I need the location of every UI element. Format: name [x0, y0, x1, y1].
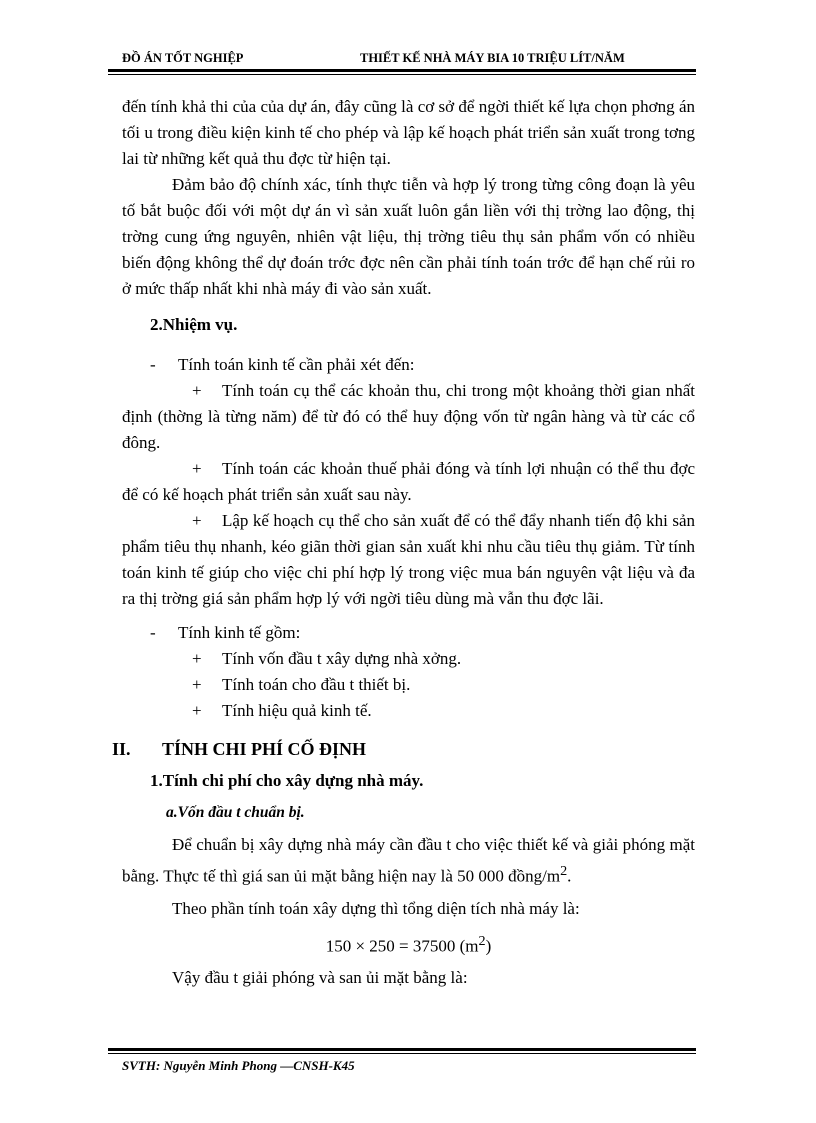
section-heading [112, 736, 695, 762]
plus-marker: + [192, 381, 202, 400]
header-right-title: THIẾT KẾ NHÀ MÁY BIA 10 TRIỆU LÍT/NĂM [360, 51, 625, 65]
header-rule-thin [108, 74, 696, 75]
paragraph-3-end: . [567, 866, 572, 886]
dash-item-text: Tính kinh tế gồm: [178, 623, 301, 642]
plus-item [122, 672, 695, 698]
paragraph-1: đến tính khả thi của của dự án, đây cũng là cơ sở để ngời thiết kế lựa chọn phơng án tối u trong điều kiện kinh tế cho phép và lập kế hoạch phát triển sản xuất trong tơng lai từ những kết quả thu đợc từ hiện tại. [122, 97, 695, 168]
formula-superscript: 2 [478, 932, 486, 949]
dash-item [122, 352, 695, 378]
plus-item-text: Tính toán các khoản thuế phải đóng và tính lợi nhuận có thể thu đợc để có kế hoạch phát triển sản xuất sau này. [122, 459, 695, 504]
page-footer: SVTH: Nguyễn Minh Phong —CNSH-K45 [122, 1058, 355, 1073]
formula-text: 150 × 250 = 37500 (m [325, 936, 479, 956]
plus-item [122, 508, 695, 612]
paragraph-3-text: Để chuẩn bị xây dựng nhà máy cần đầu t cho việc thiết kế và giải phóng mặt bằng. Thực tế thì giá san ủi mặt bằng hiện nay là 50 000 đồng/m [122, 835, 695, 886]
plus-item [122, 378, 695, 456]
superscript: 2 [560, 863, 568, 879]
plus-marker: + [192, 459, 202, 478]
section-title: TÍNH CHI PHÍ CỐ ĐỊNH [162, 739, 367, 759]
dash-marker: - [150, 355, 156, 374]
page-header [122, 48, 696, 70]
paragraph-5: Vậy đầu t giải phóng và san ủi mặt bằng là: [172, 968, 468, 988]
plus-item-text: Tính hiệu quả kinh tế. [222, 701, 372, 720]
dash-marker: - [150, 623, 156, 642]
section-number: II. [112, 739, 131, 759]
plus-item-text: Tính toán cho đầu t thiết bị. [222, 675, 411, 694]
paragraph-2: Đảm bảo độ chính xác, tính thực tiễn và hợp lý trong từng công đoạn là yêu tố bắt buộc đối với một dự án vì sản xuất luôn gắn liền với thị trờng lao động, thị trờng cung ứng nguyên, nhiên vật liệu, thị trờng tiêu thụ sản phẩm vốn có nhiều biến động không thể dự đoán trớc đợc nên cần phải tính toán trớc để hạn chế rủi ro ở mức thấp nhất khi nhà máy đi vào sản xuất. [122, 175, 695, 298]
header-rule-thick [108, 69, 696, 72]
heading-nhiem-vu: 2.Nhiệm vụ. [150, 315, 238, 334]
plus-marker: + [192, 511, 202, 530]
plus-item [122, 646, 695, 672]
header-left-title: ĐỒ ÁN TỐT NGHIỆP [122, 51, 244, 65]
plus-marker: + [192, 649, 202, 668]
paragraph-3 [122, 832, 695, 890]
plus-marker: + [192, 675, 202, 694]
plus-item [122, 698, 695, 724]
plus-marker: + [192, 701, 202, 720]
plus-item-text: Tính vốn đầu t xây dựng nhà xởng. [222, 649, 462, 668]
sub-subheading: a.Vốn đầu t chuẩn bị. [166, 804, 305, 821]
plus-item-text: Tính toán cụ thể các khoản thu, chi trong một khoảng thời gian nhất định (thờng là từng năm) để từ đó có thể huy động vốn từ ngân hàng và từ các cổ đông. [122, 381, 695, 452]
formula [122, 926, 695, 962]
dash-item [122, 620, 695, 646]
dash-item-text: Tính toán kinh tế cần phải xét đến: [178, 355, 415, 374]
page-content [112, 94, 695, 991]
footer-rule-thin [108, 1053, 696, 1054]
subheading: 1.Tính chi phí cho xây dựng nhà máy. [150, 771, 424, 790]
paragraph-4: Theo phần tính toán xây dựng thì tổng diện tích nhà máy là: [172, 898, 580, 918]
plus-item [122, 456, 695, 508]
formula-end: ) [485, 936, 492, 956]
plus-item-text: Lập kế hoạch cụ thể cho sản xuất để có thể đẩy nhanh tiến độ khi sản phẩm tiêu thụ nhanh, kéo giãn thời gian sản xuất khi nhu cầu tiêu thụ giảm. Từ tính toán kinh tế giúp cho việc chi phí hợp lý trong việc mua bán nguyên vật liệu và đa ra thị trờng giá sản phẩm hợp lý với ngời tiêu dùng mà vẫn thu đợc lãi. [122, 511, 695, 608]
footer-rule-thick [108, 1048, 696, 1051]
